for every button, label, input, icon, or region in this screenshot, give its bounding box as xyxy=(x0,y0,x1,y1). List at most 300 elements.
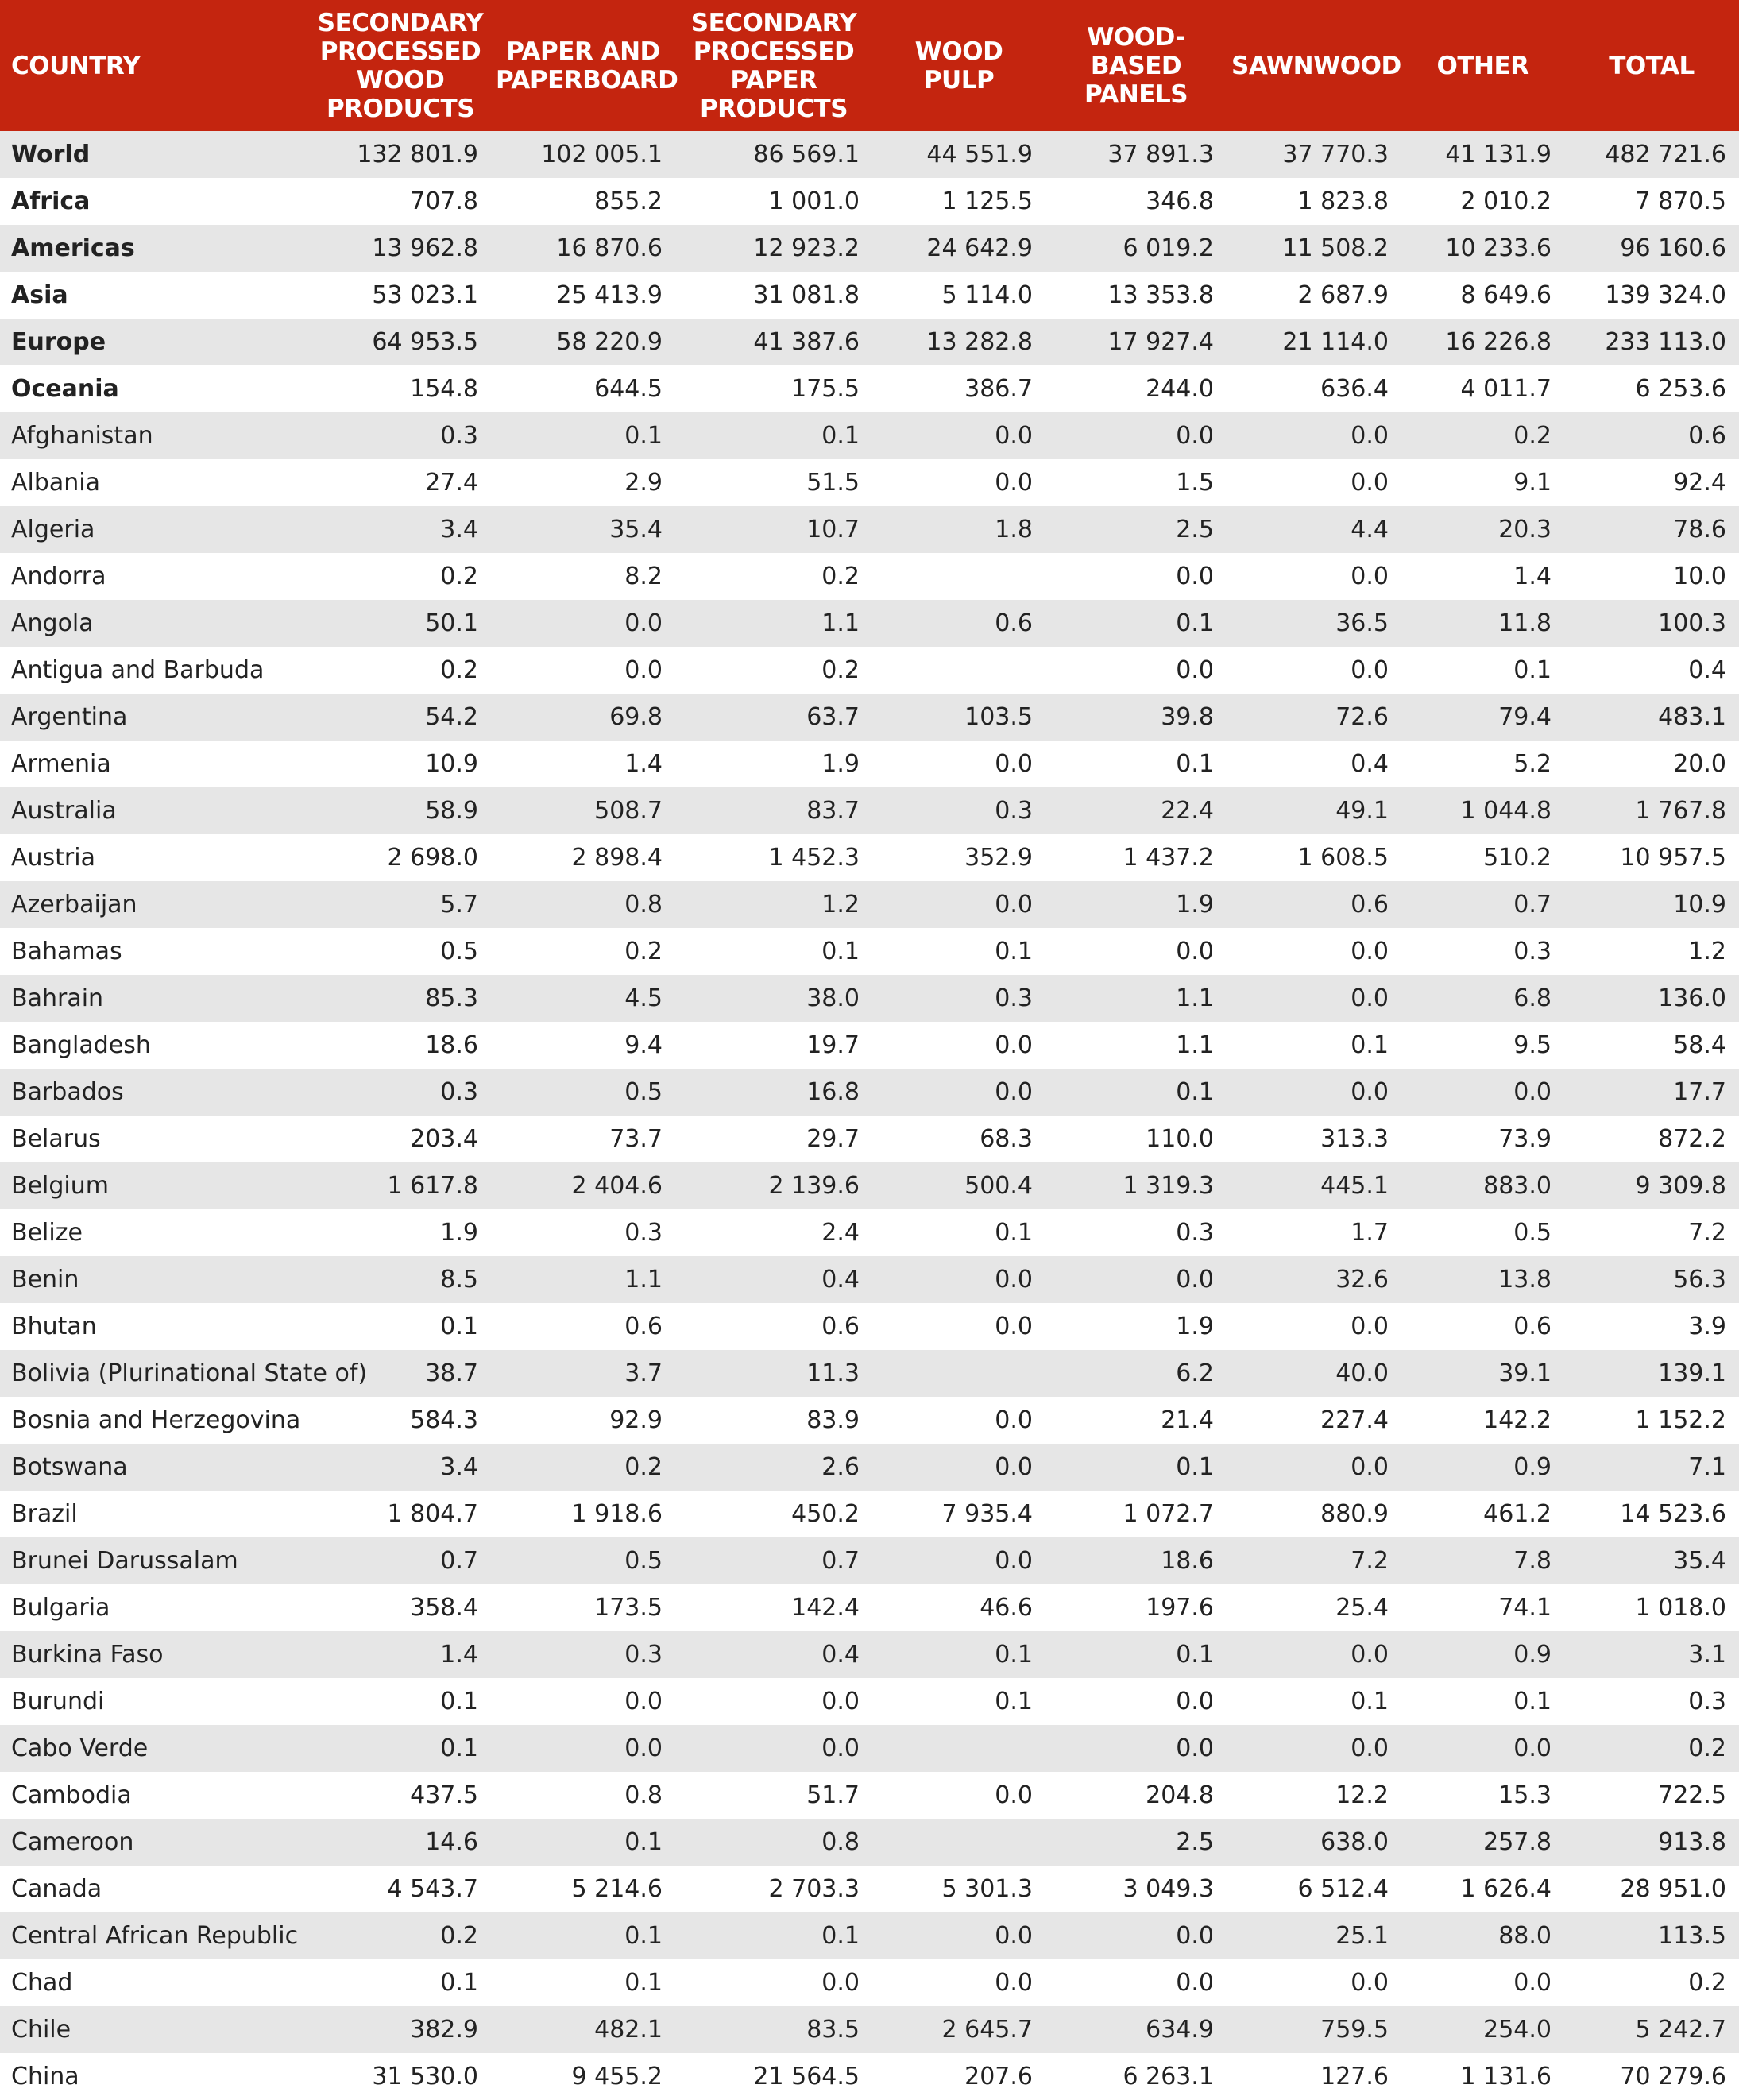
value-cell: 7.2 xyxy=(1351,1547,1389,1575)
value-cell xyxy=(872,1819,1045,1866)
value-cell: 11 508.2 xyxy=(1282,234,1389,262)
value-cell: 0.0 xyxy=(1351,1453,1389,1481)
value-cell: 6.2 xyxy=(1176,1359,1214,1387)
value-cell: 53 023.1 xyxy=(372,281,478,309)
value-cell: 0.1 xyxy=(440,1735,478,1762)
value-cell: 227.4 xyxy=(1320,1406,1389,1434)
value-cell: 142.2 xyxy=(1483,1406,1552,1434)
value-cell: 3.7 xyxy=(624,1359,663,1387)
value-cell: 0.0 xyxy=(1176,1266,1214,1294)
value-cell: 154.8 xyxy=(410,375,478,403)
value-cell: 0.1 xyxy=(1176,609,1214,637)
value-cell: 44 551.9 xyxy=(926,141,1033,168)
value-cell: 1.2 xyxy=(1688,938,1726,965)
value-cell: 6.8 xyxy=(1513,984,1552,1012)
value-cell: 28 951.0 xyxy=(1620,1875,1726,1903)
value-cell: 88.0 xyxy=(1498,1922,1552,1950)
value-cell: 58.9 xyxy=(425,797,478,825)
value-cell: 83.9 xyxy=(806,1406,860,1434)
value-cell: 21 564.5 xyxy=(753,2063,860,2090)
value-cell: 0.0 xyxy=(995,1453,1033,1481)
value-cell: 0.2 xyxy=(440,656,478,684)
value-cell: 0.7 xyxy=(821,1547,860,1575)
value-cell: 0.6 xyxy=(821,1313,860,1340)
value-cell: 37 770.3 xyxy=(1282,141,1389,168)
value-cell: 16.8 xyxy=(806,1078,860,1106)
value-cell: 1.1 xyxy=(1176,984,1214,1012)
value-cell: 2 010.2 xyxy=(1460,188,1552,215)
value-cell: 0.0 xyxy=(1351,984,1389,1012)
value-cell: 9 309.8 xyxy=(1635,1172,1726,1200)
value-cell: 17 927.4 xyxy=(1107,328,1214,356)
value-cell: 3 049.3 xyxy=(1123,1875,1214,1903)
value-cell: 0.1 xyxy=(995,1641,1033,1669)
value-cell: 58 220.9 xyxy=(556,328,663,356)
value-cell: 46.6 xyxy=(980,1594,1033,1622)
value-cell: 37 891.3 xyxy=(1107,141,1214,168)
value-cell: 1 804.7 xyxy=(387,1500,478,1528)
country-cell: Burkina Faso xyxy=(11,1641,164,1669)
value-cell: 3.4 xyxy=(440,1453,478,1481)
value-cell: 74.1 xyxy=(1498,1594,1552,1622)
value-cell: 0.0 xyxy=(624,1688,663,1715)
value-cell: 0.0 xyxy=(624,1735,663,1762)
value-cell: 92.9 xyxy=(609,1406,663,1434)
value-cell: 38.0 xyxy=(806,984,860,1012)
header-row xyxy=(0,0,1739,131)
value-cell: 0.1 xyxy=(440,1313,478,1340)
value-cell: 9.4 xyxy=(624,1031,663,1059)
value-cell: 352.9 xyxy=(964,844,1033,872)
country-cell: Bahrain xyxy=(11,984,104,1012)
country-cell: Brunei Darussalam xyxy=(11,1547,238,1575)
value-cell: 36.5 xyxy=(1335,609,1389,637)
value-cell: 0.0 xyxy=(995,1781,1033,1809)
value-cell: 0.2 xyxy=(440,563,478,590)
column-header: SAWNWOOD xyxy=(1231,51,1401,80)
value-cell: 20.3 xyxy=(1498,516,1552,543)
value-cell: 31 081.8 xyxy=(753,281,860,309)
value-cell: 2 139.6 xyxy=(768,1172,860,1200)
value-cell: 0.1 xyxy=(995,1219,1033,1247)
table-row xyxy=(0,881,1739,928)
value-cell: 73.7 xyxy=(609,1125,663,1153)
table-row xyxy=(0,1537,1739,1584)
value-cell: 10 233.6 xyxy=(1445,234,1552,262)
value-cell: 18.6 xyxy=(1161,1547,1214,1575)
value-cell: 6 019.2 xyxy=(1123,234,1214,262)
value-cell: 0.0 xyxy=(1176,563,1214,590)
value-cell: 880.9 xyxy=(1320,1500,1389,1528)
value-cell: 49.1 xyxy=(1335,797,1389,825)
value-cell: 1.4 xyxy=(440,1641,478,1669)
value-cell: 16 870.6 xyxy=(556,234,663,262)
value-cell: 207.6 xyxy=(964,2063,1033,2090)
value-cell: 0.0 xyxy=(1176,938,1214,965)
value-cell: 0.3 xyxy=(995,797,1033,825)
table-row xyxy=(0,1866,1739,1912)
value-cell: 1 823.8 xyxy=(1297,188,1389,215)
value-cell: 0.7 xyxy=(1513,891,1552,919)
column-header: PAPER AND PAPERBOARD xyxy=(496,37,678,95)
value-cell: 872.2 xyxy=(1658,1125,1726,1153)
value-cell: 0.3 xyxy=(995,984,1033,1012)
value-cell: 5 114.0 xyxy=(941,281,1033,309)
value-cell: 0.0 xyxy=(821,1735,860,1762)
value-cell: 63.7 xyxy=(806,703,860,731)
value-cell: 78.6 xyxy=(1673,516,1726,543)
table-row xyxy=(0,975,1739,1022)
value-cell: 7.2 xyxy=(1688,1219,1726,1247)
value-cell: 2 687.9 xyxy=(1297,281,1389,309)
value-cell: 1 044.8 xyxy=(1460,797,1552,825)
value-cell: 15.3 xyxy=(1498,1781,1552,1809)
value-cell: 0.0 xyxy=(1351,1078,1389,1106)
value-cell: 0.2 xyxy=(624,938,663,965)
value-cell: 913.8 xyxy=(1658,1828,1726,1856)
value-cell: 10.9 xyxy=(1673,891,1726,919)
value-cell: 27.4 xyxy=(425,469,478,497)
value-cell: 0.3 xyxy=(1513,938,1552,965)
value-cell: 0.3 xyxy=(624,1219,663,1247)
value-cell: 203.4 xyxy=(410,1125,478,1153)
value-cell: 0.1 xyxy=(821,422,860,450)
country-cell: Brazil xyxy=(11,1500,78,1528)
value-cell: 24 642.9 xyxy=(926,234,1033,262)
value-cell: 0.0 xyxy=(995,1266,1033,1294)
country-cell: Chile xyxy=(11,2016,71,2044)
value-cell: 1.4 xyxy=(1513,563,1552,590)
value-cell: 0.0 xyxy=(821,1688,860,1715)
value-cell: 0.5 xyxy=(624,1547,663,1575)
value-cell: 11.8 xyxy=(1498,609,1552,637)
value-cell: 0.0 xyxy=(995,1969,1033,1997)
value-cell: 0.2 xyxy=(1688,1735,1726,1762)
value-cell: 132 801.9 xyxy=(357,141,478,168)
value-cell: 0.9 xyxy=(1513,1453,1552,1481)
value-cell: 41 131.9 xyxy=(1445,141,1552,168)
value-cell: 0.0 xyxy=(821,1969,860,1997)
value-cell: 257.8 xyxy=(1483,1828,1552,1856)
value-cell: 14 523.6 xyxy=(1620,1500,1726,1528)
column-header: COUNTRY xyxy=(11,51,141,80)
value-cell: 136.0 xyxy=(1658,984,1726,1012)
value-cell: 79.4 xyxy=(1498,703,1552,731)
value-cell: 644.5 xyxy=(594,375,663,403)
value-cell: 0.0 xyxy=(624,656,663,684)
table-row xyxy=(0,1350,1739,1397)
value-cell: 1 001.0 xyxy=(768,188,860,215)
table-row xyxy=(0,1584,1739,1631)
table-row xyxy=(0,506,1739,553)
table-row xyxy=(0,1912,1739,1959)
column-header: WOOD-BASED PANELS xyxy=(1084,22,1188,109)
value-cell: 0.2 xyxy=(624,1453,663,1481)
table-row xyxy=(0,553,1739,600)
value-cell xyxy=(872,553,1045,600)
value-cell: 6 253.6 xyxy=(1635,375,1726,403)
value-cell: 358.4 xyxy=(410,1594,478,1622)
value-cell: 0.0 xyxy=(1351,1313,1389,1340)
value-cell: 0.0 xyxy=(1176,1688,1214,1715)
column-header: SECONDARY PROCESSED WOOD PRODUCTS xyxy=(317,8,484,123)
value-cell: 1 152.2 xyxy=(1635,1406,1726,1434)
value-cell: 32.6 xyxy=(1335,1266,1389,1294)
region-row xyxy=(0,272,1739,319)
value-cell: 10.9 xyxy=(425,750,478,778)
value-cell: 4.5 xyxy=(624,984,663,1012)
country-cell: Afghanistan xyxy=(11,422,153,450)
value-cell: 8 649.6 xyxy=(1460,281,1552,309)
value-cell: 2.5 xyxy=(1176,1828,1214,1856)
value-cell: 0.8 xyxy=(624,891,663,919)
country-cell: Argentina xyxy=(11,703,128,731)
value-cell: 69.8 xyxy=(609,703,663,731)
value-cell: 0.0 xyxy=(1176,422,1214,450)
value-cell: 21 114.0 xyxy=(1282,328,1389,356)
table-row xyxy=(0,459,1739,506)
value-cell: 4 011.7 xyxy=(1460,375,1552,403)
value-cell: 0.1 xyxy=(440,1969,478,1997)
value-cell: 0.3 xyxy=(440,422,478,450)
value-cell: 1.1 xyxy=(624,1266,663,1294)
value-cell: 0.1 xyxy=(1176,1078,1214,1106)
value-cell: 29.7 xyxy=(806,1125,860,1153)
value-cell: 0.5 xyxy=(440,938,478,965)
value-cell: 1 767.8 xyxy=(1635,797,1726,825)
value-cell: 13 962.8 xyxy=(372,234,478,262)
table-row xyxy=(0,1397,1739,1444)
value-cell: 0.1 xyxy=(1176,750,1214,778)
value-cell: 1.1 xyxy=(821,609,860,637)
country-cell: Belgium xyxy=(11,1172,109,1200)
value-cell: 5.2 xyxy=(1513,750,1552,778)
country-cell: Bahamas xyxy=(11,938,122,965)
value-cell: 0.4 xyxy=(821,1641,860,1669)
table-row xyxy=(0,1772,1739,1819)
value-cell: 0.0 xyxy=(1513,1969,1552,1997)
country-cell: Armenia xyxy=(11,750,111,778)
value-cell: 2.4 xyxy=(821,1219,860,1247)
value-cell: 382.9 xyxy=(410,2016,478,2044)
table-row xyxy=(0,1819,1739,1866)
value-cell: 0.5 xyxy=(624,1078,663,1106)
value-cell: 70 279.6 xyxy=(1620,2063,1726,2090)
value-cell: 2 645.7 xyxy=(941,2016,1033,2044)
value-cell: 0.1 xyxy=(1513,656,1552,684)
value-cell: 1.9 xyxy=(440,1219,478,1247)
value-cell: 2.6 xyxy=(821,1453,860,1481)
country-cell: Antigua and Barbuda xyxy=(11,656,265,684)
value-cell: 1 018.0 xyxy=(1635,1594,1726,1622)
country-cell: Botswana xyxy=(11,1453,128,1481)
value-cell: 0.1 xyxy=(1176,1641,1214,1669)
value-cell: 4.4 xyxy=(1351,516,1389,543)
country-cell: Bulgaria xyxy=(11,1594,110,1622)
value-cell: 0.0 xyxy=(1513,1078,1552,1106)
country-cell: Bolivia (Plurinational State of) xyxy=(11,1359,368,1387)
value-cell: 450.2 xyxy=(791,1500,860,1528)
value-cell: 0.2 xyxy=(440,1922,478,1950)
value-cell: 707.8 xyxy=(410,188,478,215)
country-cell: Bangladesh xyxy=(11,1031,151,1059)
country-cell: World xyxy=(11,141,91,168)
value-cell: 50.1 xyxy=(425,609,478,637)
value-cell: 0.1 xyxy=(624,1922,663,1950)
value-cell: 92.4 xyxy=(1673,469,1726,497)
value-cell: 584.3 xyxy=(410,1406,478,1434)
value-cell: 197.6 xyxy=(1146,1594,1214,1622)
value-cell: 0.0 xyxy=(1351,938,1389,965)
value-cell: 0.4 xyxy=(1351,750,1389,778)
value-cell: 0.0 xyxy=(1176,1969,1214,1997)
value-cell: 0.0 xyxy=(995,1031,1033,1059)
table-row xyxy=(0,1256,1739,1303)
value-cell: 0.1 xyxy=(624,1828,663,1856)
value-cell: 0.3 xyxy=(440,1078,478,1106)
value-cell: 73.9 xyxy=(1498,1125,1552,1153)
value-cell: 0.6 xyxy=(1688,422,1726,450)
country-cell: Chad xyxy=(11,1969,73,1997)
value-cell: 5.7 xyxy=(440,891,478,919)
value-cell: 12.2 xyxy=(1335,1781,1389,1809)
value-cell: 38.7 xyxy=(425,1359,478,1387)
column-header: SECONDARY PROCESSED PAPER PRODUCTS xyxy=(690,8,857,123)
value-cell: 386.7 xyxy=(964,375,1033,403)
value-cell: 2.5 xyxy=(1176,516,1214,543)
value-cell: 1 437.2 xyxy=(1123,844,1214,872)
value-cell: 1.4 xyxy=(624,750,663,778)
value-cell: 2 703.3 xyxy=(768,1875,860,1903)
value-cell: 0.3 xyxy=(1176,1219,1214,1247)
value-cell: 510.2 xyxy=(1483,844,1552,872)
value-cell: 883.0 xyxy=(1483,1172,1552,1200)
value-cell: 445.1 xyxy=(1320,1172,1389,1200)
region-row xyxy=(0,131,1739,178)
value-cell: 0.0 xyxy=(995,1922,1033,1950)
value-cell: 0.1 xyxy=(995,1688,1033,1715)
value-cell: 483.1 xyxy=(1658,703,1726,731)
value-cell: 3.1 xyxy=(1688,1641,1726,1669)
table-row xyxy=(0,600,1739,647)
value-cell: 1 608.5 xyxy=(1297,844,1389,872)
value-cell: 0.4 xyxy=(1688,656,1726,684)
value-cell: 142.4 xyxy=(791,1594,860,1622)
value-cell: 0.1 xyxy=(624,1969,663,1997)
country-cell: Andorra xyxy=(11,563,106,590)
value-cell: 6 512.4 xyxy=(1297,1875,1389,1903)
value-cell: 0.0 xyxy=(995,422,1033,450)
value-cell: 254.0 xyxy=(1483,2016,1552,2044)
country-cell: Belize xyxy=(11,1219,83,1247)
value-cell: 68.3 xyxy=(980,1125,1033,1153)
value-cell: 634.9 xyxy=(1146,2016,1214,2044)
value-cell: 25 413.9 xyxy=(556,281,663,309)
value-cell: 0.0 xyxy=(1351,563,1389,590)
value-cell: 0.6 xyxy=(624,1313,663,1340)
value-cell: 72.6 xyxy=(1335,703,1389,731)
value-cell: 51.7 xyxy=(806,1781,860,1809)
country-cell: Canada xyxy=(11,1875,102,1903)
table-row xyxy=(0,834,1739,881)
table-row xyxy=(0,741,1739,787)
value-cell: 1 617.8 xyxy=(387,1172,478,1200)
value-cell: 0.1 xyxy=(995,938,1033,965)
value-cell: 11.3 xyxy=(806,1359,860,1387)
value-cell: 110.0 xyxy=(1146,1125,1214,1153)
value-cell: 500.4 xyxy=(964,1172,1033,1200)
table-row xyxy=(0,412,1739,459)
value-cell: 85.3 xyxy=(425,984,478,1012)
table-row xyxy=(0,1678,1739,1725)
value-cell: 1.1 xyxy=(1176,1031,1214,1059)
value-cell: 0.0 xyxy=(624,609,663,637)
value-cell: 13 353.8 xyxy=(1107,281,1214,309)
region-row xyxy=(0,365,1739,412)
value-cell: 0.0 xyxy=(995,1547,1033,1575)
value-cell: 21.4 xyxy=(1161,1406,1214,1434)
country-cell: Cambodia xyxy=(11,1781,132,1809)
value-cell: 10.7 xyxy=(806,516,860,543)
value-cell: 722.5 xyxy=(1658,1781,1726,1809)
value-cell: 0.5 xyxy=(1513,1219,1552,1247)
value-cell: 139 324.0 xyxy=(1605,281,1726,309)
table-row xyxy=(0,787,1739,834)
value-cell: 10 957.5 xyxy=(1620,844,1726,872)
value-cell: 12 923.2 xyxy=(753,234,860,262)
value-cell: 0.3 xyxy=(624,1641,663,1669)
value-cell: 0.9 xyxy=(1513,1641,1552,1669)
table-row xyxy=(0,1444,1739,1491)
value-cell: 39.1 xyxy=(1498,1359,1552,1387)
value-cell: 855.2 xyxy=(594,188,663,215)
value-cell: 1 626.4 xyxy=(1460,1875,1552,1903)
value-cell: 9 455.2 xyxy=(571,2063,663,2090)
value-cell: 313.3 xyxy=(1320,1125,1389,1153)
value-cell: 0.6 xyxy=(995,609,1033,637)
value-cell: 1 452.3 xyxy=(768,844,860,872)
table-row xyxy=(0,1162,1739,1209)
value-cell: 17.7 xyxy=(1673,1078,1726,1106)
value-cell: 461.2 xyxy=(1483,1500,1552,1528)
value-cell: 0.0 xyxy=(1351,422,1389,450)
value-cell: 233 113.0 xyxy=(1605,328,1726,356)
value-cell: 175.5 xyxy=(791,375,860,403)
value-cell: 0.1 xyxy=(1176,1453,1214,1481)
value-cell: 139.1 xyxy=(1658,1359,1726,1387)
value-cell: 0.0 xyxy=(1351,656,1389,684)
value-cell: 13 282.8 xyxy=(926,328,1033,356)
country-cell: Barbados xyxy=(11,1078,124,1106)
table-row xyxy=(0,928,1739,975)
country-cell: Central African Republic xyxy=(11,1922,299,1950)
value-cell: 1.9 xyxy=(1176,891,1214,919)
country-cell: Oceania xyxy=(11,375,119,403)
value-cell: 7 870.5 xyxy=(1635,188,1726,215)
value-cell: 0.0 xyxy=(1351,1641,1389,1669)
table-row xyxy=(0,1725,1739,1772)
value-cell: 1.2 xyxy=(821,891,860,919)
value-cell: 0.0 xyxy=(1351,469,1389,497)
country-cell: Bosnia and Herzegovina xyxy=(11,1406,301,1434)
value-cell: 3.9 xyxy=(1688,1313,1726,1340)
column-header: OTHER xyxy=(1436,51,1529,80)
value-cell: 20.0 xyxy=(1673,750,1726,778)
value-cell: 2 898.4 xyxy=(571,844,663,872)
value-cell: 0.1 xyxy=(1351,1688,1389,1715)
value-cell: 0.1 xyxy=(624,422,663,450)
table-row xyxy=(0,1491,1739,1537)
